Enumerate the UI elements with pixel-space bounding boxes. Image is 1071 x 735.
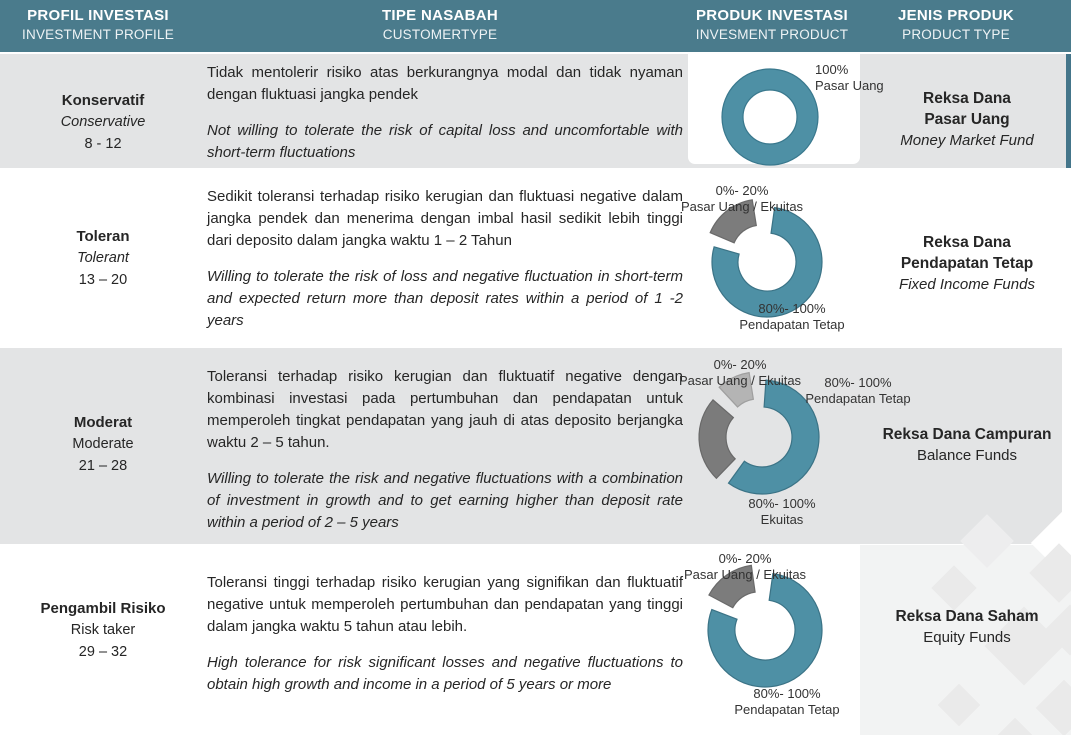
chart-label-line: 0%- 20%: [713, 357, 767, 372]
header-subtitle: CUSTOMERTYPE: [382, 27, 498, 42]
header-subtitle: PRODUCT TYPE: [902, 27, 1010, 42]
chart-label-pendapatan-tetap: [739, 301, 844, 333]
chart-label-line: 80%- 100%: [748, 496, 816, 511]
profile-pengambil-risiko: [0, 598, 206, 663]
profile-score-range: 8 - 12: [84, 136, 122, 152]
chart-label-line: 100%: [815, 62, 849, 77]
description-pengambil-risiko: [207, 572, 683, 696]
profile-name-en: Conservative: [60, 114, 146, 130]
chart-label-line: Pendapatan Tetap: [734, 702, 840, 717]
product-name-line1: Reksa Dana: [923, 90, 1011, 107]
header-produk-investasi: [666, 7, 878, 42]
description-english: Willing to tolerate the risk of loss and negative fluctuation in short-term and expected return more than deposit rates within a period of 1 -2 years: [207, 268, 683, 329]
profile-score-range: 21 – 28: [78, 458, 128, 474]
product-balance-funds: [862, 424, 1071, 466]
chart-label-line: Pasar Uang: [815, 78, 884, 93]
chart-label-line: 80%- 100%: [753, 686, 821, 701]
description-english: Willing to tolerate the risk and negative fluctuations with a combination of investment in growth and to get earning higher than deposit rate within a period of 2 – 5 years: [207, 470, 683, 531]
chart-label-pendapatan-tetap: [805, 375, 910, 407]
header-title: PROFIL INVESTASI: [27, 7, 169, 24]
profile-name: Konservatif: [61, 92, 145, 109]
product-name-line2: Pasar Uang: [924, 111, 1010, 128]
description-indonesian: Tidak mentolerir risiko atas berkurangnya modal dan tidak nyaman dengan fluktuasi jangka pendek: [207, 64, 683, 103]
chart-label-ekuitas: [748, 496, 815, 528]
description-indonesian: Toleransi terhadap risiko kerugian dan fluktuatif negative dengan kombinasi investasi pada pertumbuhan dan pendapatan untuk memperoleh tingkat pendapatan yang jauh di atas deposito berjangka waktu 2 – 5 tahun.: [207, 368, 683, 451]
chart-label-pasar-uang-ekuitas: [684, 551, 806, 583]
description-english: Not willing to tolerate the risk of capital loss and uncomfortable with short-term fluctuations: [207, 122, 683, 161]
header-title: JENIS PRODUK: [897, 7, 1015, 24]
product-name-line1: Reksa Dana: [923, 234, 1011, 251]
chart-label-line: 0%- 20%: [718, 551, 772, 566]
profile-name-en: Moderate: [72, 436, 134, 452]
product-fixed-income: [862, 232, 1071, 295]
profile-score-range: 29 – 32: [78, 644, 128, 660]
header-jenis-produk: [858, 7, 1054, 42]
header-subtitle: INVESTMENT PROFILE: [22, 27, 174, 42]
product-money-market: [862, 88, 1071, 151]
chart-label-line: Pasar Uang / Ekuitas: [680, 199, 804, 214]
profile-name: Pengambil Risiko: [40, 600, 166, 617]
chart-label-line: Pasar Uang / Ekuitas: [678, 373, 802, 388]
description-toleran: [207, 186, 683, 332]
profile-name-en: Risk taker: [70, 622, 136, 638]
header-profil-investasi: [0, 7, 196, 42]
chart-label-line: Pasar Uang / Ekuitas: [683, 567, 807, 582]
header-subtitle: INVESMENT PRODUCT: [695, 27, 849, 42]
header-tipe-nasabah: [330, 7, 550, 42]
chart-label-line: 0%- 20%: [715, 183, 769, 198]
profile-konservatif: [0, 90, 206, 155]
profile-name: Moderat: [73, 414, 133, 431]
chart-label-line: Pendapatan Tetap: [805, 391, 911, 406]
chart-label-line: Pendapatan Tetap: [739, 317, 845, 332]
chart-label-pasar-uang-ekuitas: [681, 183, 803, 215]
description-indonesian: Sedikit toleransi terhadap risiko kerugian dan fluktuasi negative dalam jangka pendek dan menerima dengan imbal hasil sedikit lebih tinggi dari deposito dalam jangka waktu 1 – 2 Tahun: [207, 188, 683, 249]
header-title: TIPE NASABAH: [381, 7, 499, 24]
description-indonesian: Toleransi tinggi terhadap risiko kerugian yang signifikan dan fluktuatif negative untuk memperoleh pertumbuhan dan pendapatan yang tinggi dalam jangka waktu 5 tahun atau lebih.: [207, 574, 683, 635]
chart-label-line: Ekuitas: [760, 512, 804, 527]
profile-score-range: 13 – 20: [78, 272, 128, 288]
profile-name-en: Tolerant: [77, 250, 129, 266]
chart-label-line: 80%- 100%: [824, 375, 892, 390]
chart-label-line: 80%- 100%: [758, 301, 826, 316]
description-moderat: [207, 366, 683, 534]
description-konservatif: [207, 62, 683, 164]
profile-toleran: [0, 226, 206, 291]
description-english: High tolerance for risk significant losses and negative fluctuations to obtain high growth and income in a period of 5 years or more: [207, 654, 683, 693]
chart-label-pendapatan-tetap: [734, 686, 839, 718]
product-type-en: Balance Funds: [916, 447, 1018, 464]
chart-label-pasar-uang-ekuitas: [679, 357, 801, 389]
product-type-en: Fixed Income Funds: [899, 276, 1035, 293]
profile-moderat: [0, 412, 206, 477]
product-name-line2: Pendapatan Tetap: [900, 255, 1034, 272]
table-header: [0, 0, 1071, 52]
product-name-line1: Reksa Dana Campuran: [882, 426, 1052, 443]
product-name-line1: Reksa Dana Saham: [895, 608, 1039, 625]
product-type-en: Equity Funds: [923, 629, 1011, 646]
product-type-en: Money Market Fund: [900, 132, 1034, 149]
product-equity-funds: [862, 606, 1071, 648]
profile-name: Toleran: [76, 228, 130, 245]
header-title: PRODUK INVESTASI: [695, 7, 849, 24]
